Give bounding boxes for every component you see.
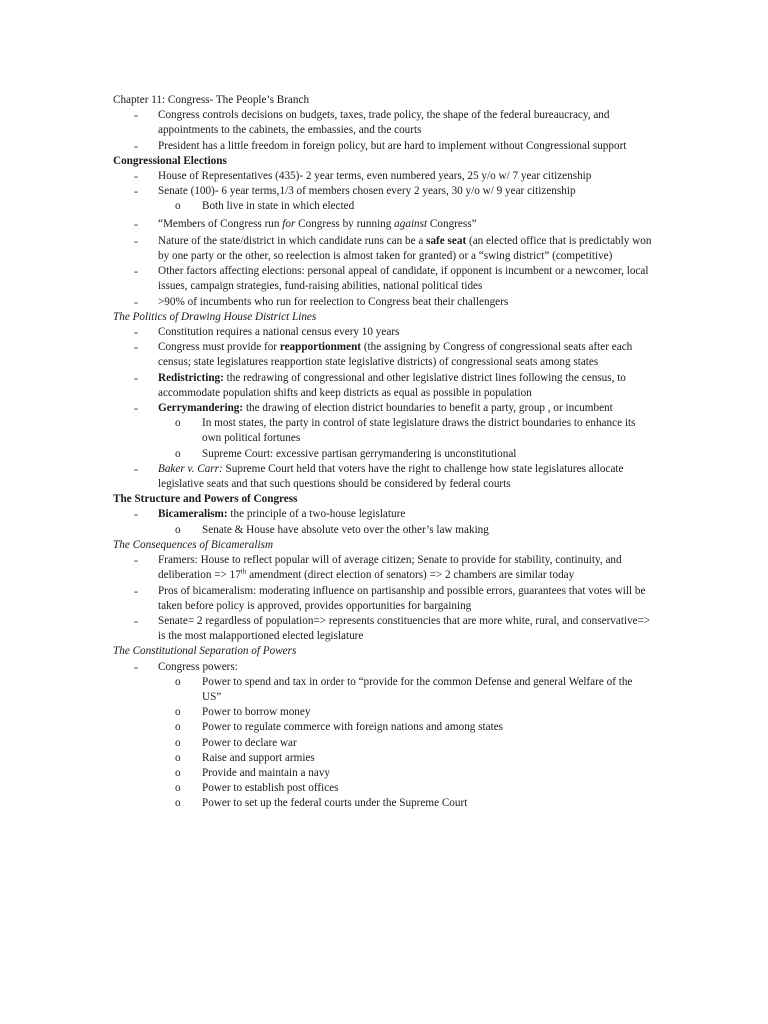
power-item: [113, 751, 653, 766]
redistricting-def: the redrawing of congressional and other legislative district lines following the census, to accommodate population shifts and keep districts as equal as possible in population: [158, 371, 626, 399]
quote-mid: Congress by running: [295, 217, 395, 230]
power-text: Power to spend and tax in order to “provide for the common Defense and general Welfare of the US”: [202, 675, 633, 703]
power-text: Power to declare war: [202, 736, 297, 749]
circle-marker: o: [175, 523, 181, 536]
power-item: [113, 781, 653, 796]
framers-sup: th: [240, 567, 247, 576]
intro-text: Congress controls decisions on budgets, taxes, trade policy, the shape of the federal bureaucracy, and appointments to the cabinets, the embassies, and the courts: [158, 109, 610, 137]
dash-marker: -: [134, 233, 138, 248]
gerry-sub-text: In most states, the party in control of state legislature draws the district boundaries to enhance its own political fortunes: [202, 417, 636, 445]
senate-text: Senate (100)- 6 year terms,1/3 of members chosen every 2 years, 30 y/o w/ 9 year citizenship: [158, 185, 576, 198]
power-item: [113, 766, 653, 781]
quote-start: “Members of Congress run: [158, 217, 283, 230]
circle-marker: o: [175, 736, 181, 749]
dash-marker: -: [134, 461, 138, 476]
power-text: Raise and support armies: [202, 751, 315, 764]
baker-case: Baker v. Carr:: [158, 462, 223, 475]
circle-marker: o: [175, 417, 181, 430]
circle-marker: o: [175, 200, 181, 213]
circle-marker: o: [175, 797, 181, 810]
dash-marker: -: [134, 401, 138, 416]
circle-marker: o: [175, 751, 181, 764]
list-item: [113, 553, 653, 583]
list-item: [113, 264, 653, 294]
bicam-sub-text: Senate & House have absolute veto over the other’s law making: [202, 523, 489, 536]
nature-start: Nature of the state/district in which candidate runs can be a: [158, 234, 427, 247]
bicameralism-def: the principle of a two-house legislature: [227, 508, 406, 521]
house-text: House of Representatives (435)- 2 year terms, even numbered years, 25 y/o w/ 7 year citizenship: [158, 170, 592, 183]
census-text: Constitution requires a national census every 10 years: [158, 326, 400, 339]
dash-marker: -: [134, 340, 138, 355]
circle-marker: o: [175, 782, 181, 795]
dash-marker: -: [134, 264, 138, 279]
reapp-end: (the assigning by Congress of congressional seats after each census; state legislatures reapportion state legislative districts) of congressional seats among states: [158, 341, 633, 369]
bicameralism-term: Bicameralism:: [158, 508, 228, 521]
power-text: Power to establish post offices: [202, 782, 339, 795]
dash-marker: -: [134, 583, 138, 598]
gerrymandering-def: the drawing of election district boundaries to benefit a party, group , or incumbent: [243, 402, 613, 415]
dash-marker: -: [134, 216, 138, 231]
list-item: [113, 584, 653, 614]
power-text: Power to set up the federal courts under the Supreme Court: [202, 797, 468, 810]
sub-list-item: [113, 447, 653, 462]
power-item: [113, 736, 653, 751]
baker-text: Supreme Court held that voters have the right to challenge how state legislatures allocate legislative seats and that such questions should be considered by federal courts: [158, 462, 624, 491]
intro-text: President has a little freedom in foreign policy, but are hard to implement without Congressional support: [158, 139, 627, 152]
section-heading-consequences: The Consequences of Bicameralism: [113, 538, 274, 551]
dash-marker: -: [134, 659, 138, 674]
gerry-sub-text: Supreme Court: excessive partisan gerrymandering is unconstitutional: [202, 447, 517, 460]
senate-sub-text: Both live in state in which elected: [202, 200, 355, 213]
dash-marker: -: [134, 108, 138, 123]
sub-list-item: [113, 523, 653, 538]
list-item: [113, 371, 653, 401]
power-item: [113, 705, 653, 720]
nature-end: (an elected office that is predictably won by one party or the other, so reelection is almost taken for granted) or a “swing district” (competitive): [158, 234, 652, 263]
list-item: [113, 325, 653, 340]
pros-text: Pros of bicameralism: moderating influence on partisanship and possible errors, guarantees that votes will be taken before policy is approved, provides opportunities for bargaining: [158, 584, 646, 612]
section-heading-districts: The Politics of Drawing House District Lines: [113, 310, 317, 323]
circle-marker: o: [175, 706, 181, 719]
framers-start: Framers: House to reflect popular will of average citizen; Senate to provide for stability, continuity, and deliberation => 17: [158, 554, 622, 582]
list-item: [113, 184, 653, 199]
incumbents-text: >90% of incumbents who run for reelection to Congress beat their challengers: [158, 295, 509, 308]
list-item: [113, 169, 653, 184]
circle-marker: o: [175, 447, 181, 460]
list-item: [113, 401, 653, 416]
redistricting-term: Redistricting:: [158, 371, 224, 384]
quote-against: against: [394, 217, 428, 230]
list-item: [113, 217, 653, 232]
circle-marker: o: [175, 766, 181, 779]
dash-marker: -: [134, 613, 138, 628]
list-item: [113, 234, 653, 264]
senate-equal-text: Senate= 2 regardless of population=> represents constituencies that are more white, rural, and conservative=> is the most malapportioned elected legislature: [158, 614, 651, 643]
power-text: Power to borrow money: [202, 706, 311, 719]
powers-label: Congress powers:: [158, 660, 238, 673]
framers-end: amendment (direct election of senators) => 2 chambers are similar today: [246, 569, 575, 582]
dash-marker: -: [134, 370, 138, 385]
sub-list-item: [113, 199, 653, 214]
gerrymandering-term: Gerrymandering:: [158, 402, 244, 415]
list-item: [113, 340, 653, 370]
dash-marker: -: [134, 553, 138, 568]
list-item: [113, 462, 653, 492]
intro-item: [113, 108, 653, 138]
dash-marker: -: [134, 138, 138, 153]
dash-marker: -: [134, 325, 138, 340]
list-item: [113, 614, 653, 644]
sub-list-item: [113, 416, 653, 446]
dash-marker: -: [134, 507, 138, 522]
chapter-title: Chapter 11: Congress- The People’s Branch: [113, 94, 310, 106]
intro-item: [113, 139, 653, 154]
dash-marker: -: [134, 294, 138, 309]
reapportionment-term: reapportionment: [279, 341, 362, 354]
section-heading-structure: The Structure and Powers of Congress: [113, 493, 298, 506]
reapp-start: Congress must provide for: [158, 341, 280, 354]
quote-end: Congress”: [427, 217, 477, 230]
circle-marker: o: [175, 675, 181, 688]
power-text: Provide and maintain a navy: [202, 766, 331, 779]
power-item: [113, 720, 653, 735]
power-text: Power to regulate commerce with foreign nations and among states: [202, 721, 504, 734]
power-item: [113, 796, 653, 811]
quote-for: for: [282, 217, 296, 230]
other-factors-text: Other factors affecting elections: personal appeal of candidate, if opponent is incumbent or a newcomer, local issues, campaign strategies, fund-raising abilities, national political tides: [158, 265, 649, 293]
section-heading-elections: Congressional Elections: [113, 154, 227, 167]
power-item: [113, 675, 653, 705]
safe-seat-term: safe seat: [426, 234, 467, 247]
dash-marker: -: [134, 169, 138, 184]
list-item: [113, 660, 653, 675]
section-heading-separation: The Constitutional Separation of Powers: [113, 645, 297, 658]
document-page: [113, 93, 653, 812]
list-item: [113, 507, 653, 522]
list-item: [113, 295, 653, 310]
circle-marker: o: [175, 721, 181, 734]
dash-marker: -: [134, 184, 138, 199]
